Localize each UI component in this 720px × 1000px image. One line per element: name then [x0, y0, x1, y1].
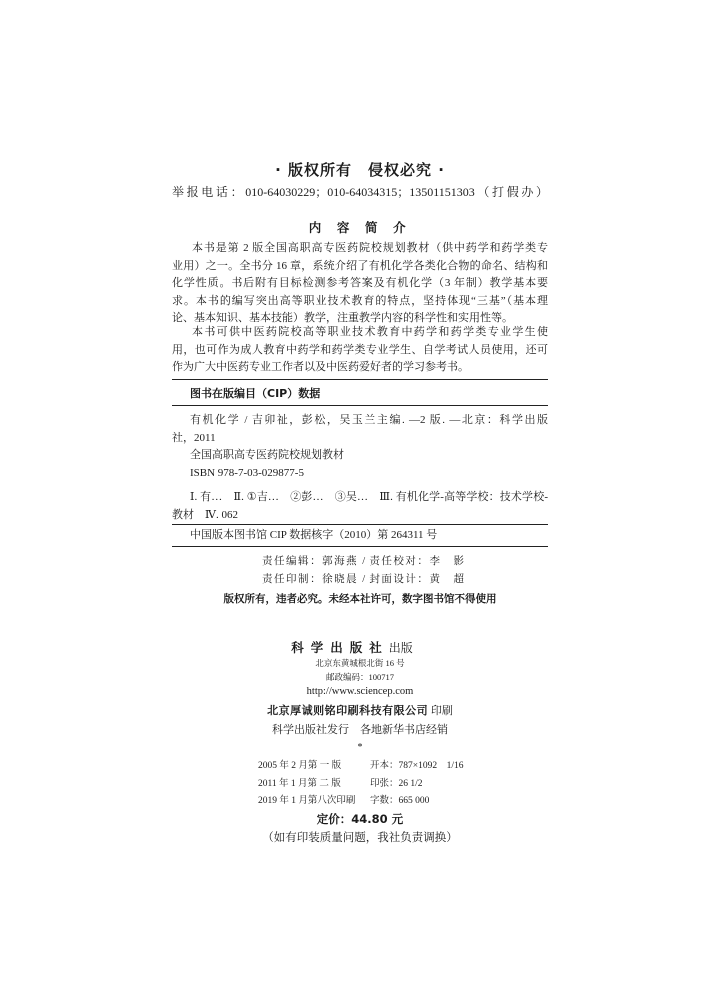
- cip-bottom-rule: [172, 546, 548, 547]
- summary-line: 作为广大中医药专业工作者以及中医药爱好者的学习参考书。: [172, 361, 469, 373]
- cip-series: 全国高职高专医药院校规划教材: [190, 449, 344, 461]
- summary-line: 本书是第 2 版全国高职高专医药院校规划教材（供中药学和药学类专: [192, 242, 548, 254]
- summary-line: 求。本书的编写突出高等职业技术教育的特点，坚持体现“三基”（基本理: [172, 295, 548, 307]
- price: 定价：44.80 元: [316, 812, 404, 826]
- summary-line: 业用）之一。全书分 16 章，系统介绍了有机化学各类化合物的命名、结构和: [172, 260, 548, 272]
- cip-subjects-line: 教材 Ⅳ. 062: [172, 509, 238, 521]
- cip-header-rule: [172, 405, 548, 406]
- copyright-notice: 版权所有，违者必究。未经本社许可，数字图书馆不得使用: [223, 593, 497, 605]
- quality-guarantee: （如有印装质量问题，我社负责调换）: [262, 832, 458, 844]
- printer-name: 北京厚诚则铭印刷科技有限公司: [267, 705, 429, 717]
- summary-line: 论、基本知识、基本技能）教学，注重教学内容的科学性和实用性等。: [172, 312, 513, 324]
- cip-isbn: ISBN 978-7-03-029877-5: [190, 467, 304, 479]
- cip-record-line: 社，2011: [172, 432, 216, 444]
- summary-line: 用，也可作为成人教育中药学和药学类专业学生、自学考试人员使用，还可: [172, 344, 548, 356]
- publisher-address: 北京东黄城根北街 16 号: [315, 658, 405, 668]
- edition-date: 2005 年 2 月第 一 版: [258, 761, 342, 771]
- printer-action: 印刷: [430, 705, 453, 717]
- edition-spec: 印张：26 1/2: [370, 779, 423, 789]
- publisher-row: [0, 639, 704, 657]
- publisher-postcode: 邮政编码：100717: [325, 672, 394, 682]
- summary-line: 本书可供中医药院校高等职业技术教育中药学和药学类专业学生使: [192, 326, 548, 338]
- edition-date: 2011 年 1 月第 二 版: [258, 779, 341, 789]
- publisher-url: http://www.sciencep.com: [306, 686, 414, 697]
- edition-date: 2019 年 1 月第八次印刷: [258, 796, 356, 806]
- publisher-action: 出版: [388, 641, 413, 655]
- credits-line: 责任编辑：郭海燕 / 责任校对：李 影: [262, 556, 464, 567]
- cip-subjects-line: Ⅰ. 有… Ⅱ. ①吉… ②彭… ③吴… Ⅲ. 有机化学-高等学校：技术学校-: [190, 491, 548, 503]
- cip-data-number: 中国版本图书馆 CIP 数据核字（2010）第 264311 号: [190, 529, 438, 541]
- cip-record-line: 有机化学 / 吉卯祉，彭松，吴玉兰主编. —2 版. —北京：科学出版: [190, 414, 548, 426]
- cip-top-rule: [172, 379, 548, 380]
- edition-spec: 开本：787×1092 1/16: [370, 761, 464, 771]
- summary-line: 化学性质。书后附有目标检测参考答案及有机化学（3 年制）教学基本要: [172, 277, 548, 289]
- distribution: 科学出版社发行 各地新华书店经销: [272, 724, 448, 736]
- separator-star: *: [357, 742, 363, 753]
- publisher-name: 科学出版社: [291, 641, 389, 655]
- copyright-slogan: · 版权所有 侵权必究 ·: [275, 161, 445, 179]
- printer-row: [0, 702, 720, 720]
- report-hotline: 举报电话：010-64030229；010-64034315；13501151303（打假办）: [172, 185, 548, 199]
- cip-number-top-rule: [172, 524, 548, 525]
- cip-title: 图书在版编目（CIP）数据: [190, 387, 321, 400]
- credits-line: 责任印制：徐晓晨 / 封面设计：黄 超: [262, 574, 464, 585]
- edition-spec: 字数：665 000: [370, 796, 430, 806]
- summary-title: 内 容 简 介: [308, 220, 412, 235]
